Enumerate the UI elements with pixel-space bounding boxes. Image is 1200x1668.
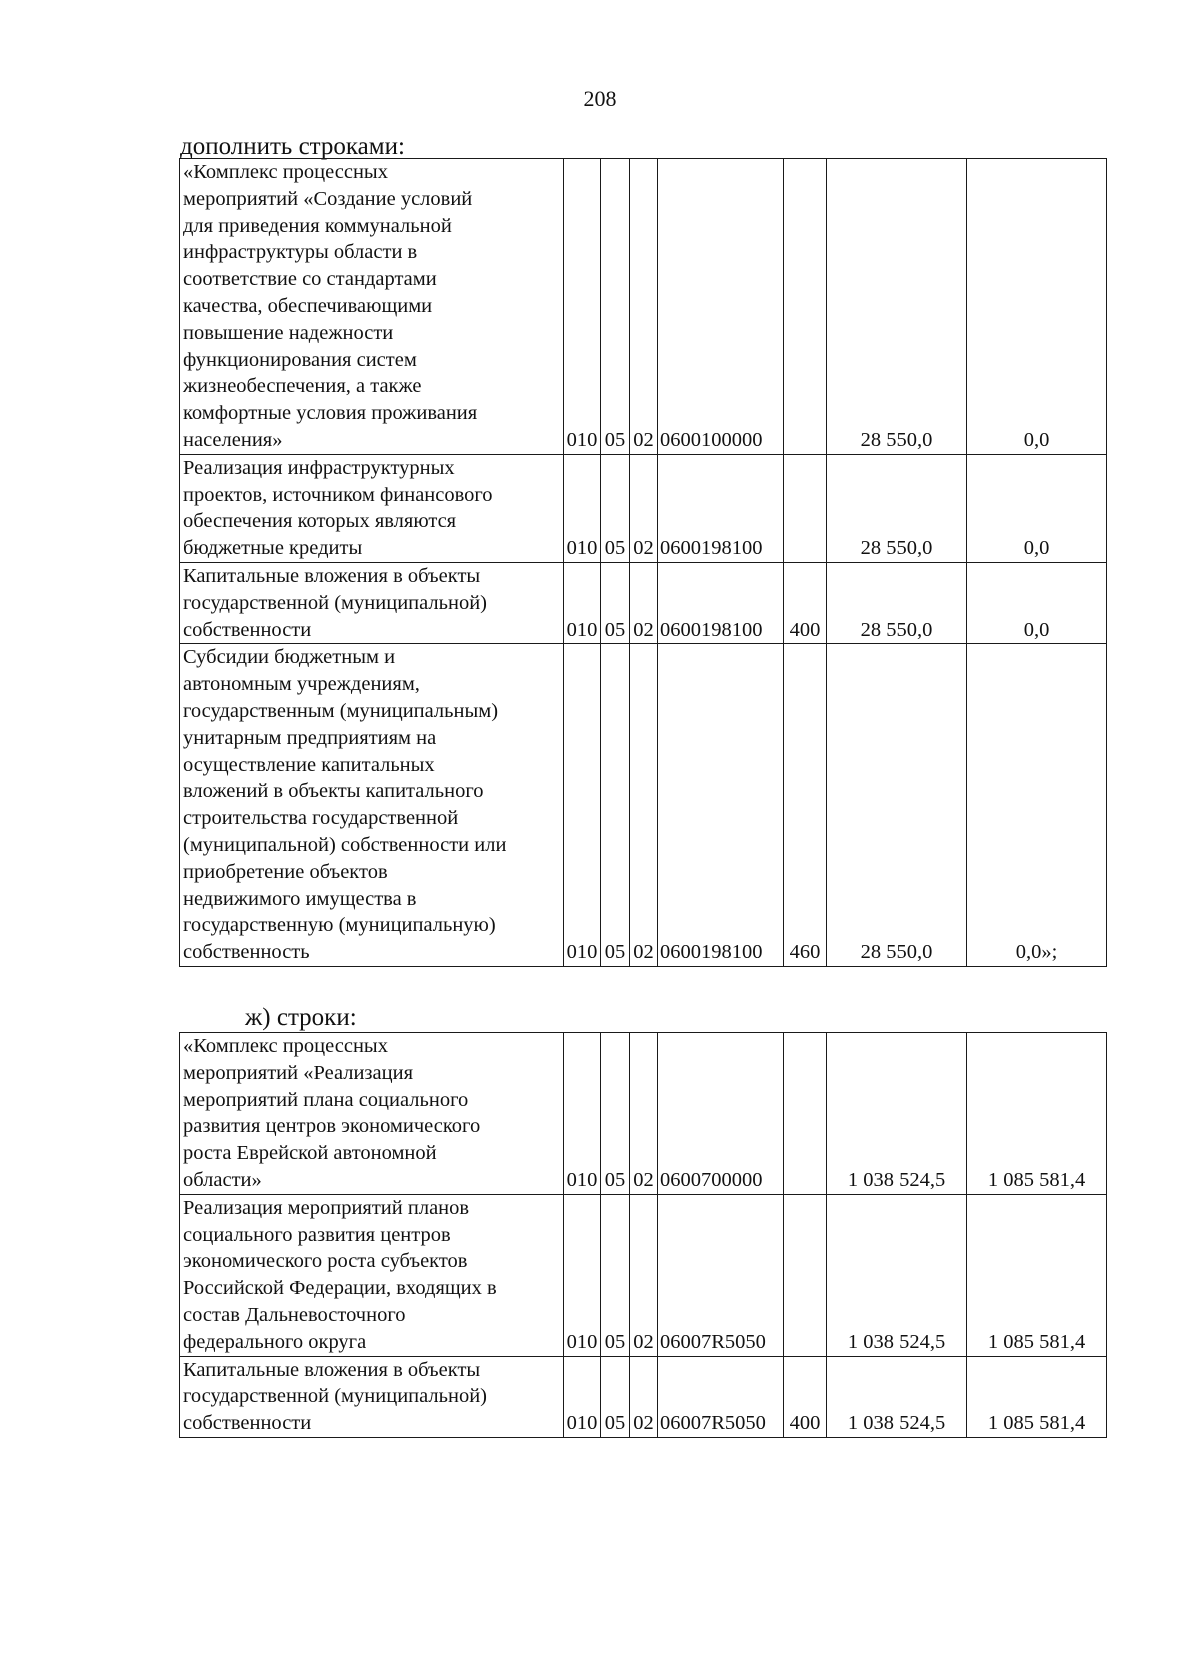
table-row xyxy=(180,644,1107,967)
description-line: области» xyxy=(183,1168,262,1191)
description-line: автономным учреждениям, xyxy=(183,673,420,696)
expense-type-code: 400 xyxy=(784,562,827,643)
budget-table-addition xyxy=(179,158,1107,967)
table-body xyxy=(180,159,1107,967)
description-line: Субсидии бюджетным и xyxy=(183,646,396,669)
description-line: приобретение объектов xyxy=(183,860,388,883)
amount-year-1: 28 550,0 xyxy=(827,454,967,562)
section-caption: дополнить строками: xyxy=(180,133,405,160)
expense-type-code xyxy=(784,454,827,562)
budget-table-rows xyxy=(179,1032,1107,1438)
section-code: 05 xyxy=(601,1356,630,1437)
expense-type-code xyxy=(784,1033,827,1195)
description-line: Реализация инфраструктурных xyxy=(183,456,455,479)
description-line: вложений в объекты капитального xyxy=(183,780,484,803)
description-line: недвижимого имущества в xyxy=(183,887,417,910)
description-line: Капитальные вложения в объекты xyxy=(183,564,481,587)
section-code: 05 xyxy=(601,1033,630,1195)
description-line: проектов, источником финансового xyxy=(183,483,493,506)
description-line: осуществление капитальных xyxy=(183,753,435,776)
description-line: строительства государственной xyxy=(183,807,459,830)
section-code: 05 xyxy=(601,644,630,967)
row-description xyxy=(180,1033,564,1195)
description-line: населения» xyxy=(183,428,283,451)
amount-year-1: 1 038 524,5 xyxy=(827,1194,967,1356)
description-line: обеспечения которых являются xyxy=(183,510,457,533)
target-article-code: 0600198100 xyxy=(658,562,784,643)
amount-year-1: 28 550,0 xyxy=(827,562,967,643)
description-line: Реализация мероприятий планов xyxy=(183,1196,470,1219)
description-line: «Комплекс процессных xyxy=(183,161,388,183)
ministry-code: 010 xyxy=(564,159,601,455)
description-line: для приведения коммунальной xyxy=(183,214,452,237)
table-row xyxy=(180,562,1107,643)
subsection-code: 02 xyxy=(630,1033,658,1195)
amount-year-2: 1 085 581,4 xyxy=(967,1033,1107,1195)
amount-year-2: 0,0 xyxy=(967,159,1107,455)
description-line: роста Еврейской автономной xyxy=(183,1142,437,1165)
description-line: собственности xyxy=(183,1412,312,1435)
description-line: Российской Федерации, входящих в xyxy=(183,1277,497,1300)
description-line: соответствие со стандартами xyxy=(183,268,437,291)
description-line: качества, обеспечивающими xyxy=(183,294,433,317)
amount-year-2: 1 085 581,4 xyxy=(967,1356,1107,1437)
table-row xyxy=(180,1194,1107,1356)
description-line: бюджетные кредиты xyxy=(183,537,363,560)
expense-type-code: 400 xyxy=(784,1356,827,1437)
description-line: жизнеобеспечения, а также xyxy=(183,375,422,398)
target-article-code: 0600198100 xyxy=(658,644,784,967)
table-row xyxy=(180,1356,1107,1437)
description-line: государственной (муниципальной) xyxy=(183,591,488,614)
expense-type-code xyxy=(784,159,827,455)
subsection-code: 02 xyxy=(630,454,658,562)
expense-type-code: 460 xyxy=(784,644,827,967)
target-article-code: 0600198100 xyxy=(658,454,784,562)
ministry-code: 010 xyxy=(564,1033,601,1195)
table-body xyxy=(180,1033,1107,1438)
row-description xyxy=(180,159,564,455)
description-line: функционирования систем xyxy=(183,348,417,371)
section-code: 05 xyxy=(601,159,630,455)
row-description xyxy=(180,644,564,967)
description-line: собственности xyxy=(183,618,312,641)
description-line: комфортные условия проживания xyxy=(183,402,478,425)
amount-year-2: 0,0 xyxy=(967,562,1107,643)
row-description xyxy=(180,1194,564,1356)
description-line: экономического роста субъектов xyxy=(183,1250,468,1273)
ministry-code: 010 xyxy=(564,1194,601,1356)
ministry-code: 010 xyxy=(564,454,601,562)
target-article-code: 0600100000 xyxy=(658,159,784,455)
description-line: собственность xyxy=(183,941,310,964)
subsection-code: 02 xyxy=(630,1194,658,1356)
description-line: унитарным предприятиям на xyxy=(183,726,437,749)
description-line: государственным (муниципальным) xyxy=(183,699,499,722)
subsection-code: 02 xyxy=(630,562,658,643)
description-line: инфраструктуры области в xyxy=(183,241,418,264)
amount-year-2: 1 085 581,4 xyxy=(967,1194,1107,1356)
table-row xyxy=(180,1033,1107,1195)
table-row xyxy=(180,159,1107,455)
description-line: «Комплекс процессных xyxy=(183,1035,388,1057)
description-line: федерального округа xyxy=(183,1330,367,1353)
description-line: мероприятий плана социального xyxy=(183,1088,469,1111)
amount-year-1: 28 550,0 xyxy=(827,159,967,455)
section-code: 05 xyxy=(601,454,630,562)
amount-year-1: 28 550,0 xyxy=(827,644,967,967)
amount-year-1: 1 038 524,5 xyxy=(827,1033,967,1195)
description-line: (муниципальной) собственности или xyxy=(183,833,507,856)
expense-type-code xyxy=(784,1194,827,1356)
amount-year-2: 0,0»; xyxy=(967,644,1107,967)
subsection-code: 02 xyxy=(630,159,658,455)
section-caption: ж) строки: xyxy=(245,1004,357,1031)
ministry-code: 010 xyxy=(564,562,601,643)
row-description xyxy=(180,562,564,643)
row-description xyxy=(180,1356,564,1437)
row-description xyxy=(180,454,564,562)
description-line: социального развития центров xyxy=(183,1223,451,1246)
description-line: Капитальные вложения в объекты xyxy=(183,1358,481,1381)
subsection-code: 02 xyxy=(630,1356,658,1437)
section-code: 05 xyxy=(601,562,630,643)
description-line: повышение надежности xyxy=(183,321,394,344)
section-code: 05 xyxy=(601,1194,630,1356)
amount-year-2: 0,0 xyxy=(967,454,1107,562)
ministry-code: 010 xyxy=(564,1356,601,1437)
page-number: 208 xyxy=(583,86,617,111)
description-line: состав Дальневосточного xyxy=(183,1303,406,1326)
description-line: государственной (муниципальной) xyxy=(183,1385,488,1408)
table-row xyxy=(180,454,1107,562)
target-article-code: 0600700000 xyxy=(658,1033,784,1195)
description-line: развития центров экономического xyxy=(183,1115,481,1138)
target-article-code: 06007R5050 xyxy=(658,1194,784,1356)
ministry-code: 010 xyxy=(564,644,601,967)
description-line: государственную (муниципальную) xyxy=(183,914,496,937)
description-line: мероприятий «Реализация xyxy=(183,1061,413,1084)
description-line: мероприятий «Создание условий xyxy=(183,187,473,210)
subsection-code: 02 xyxy=(630,644,658,967)
target-article-code: 06007R5050 xyxy=(658,1356,784,1437)
amount-year-1: 1 038 524,5 xyxy=(827,1356,967,1437)
